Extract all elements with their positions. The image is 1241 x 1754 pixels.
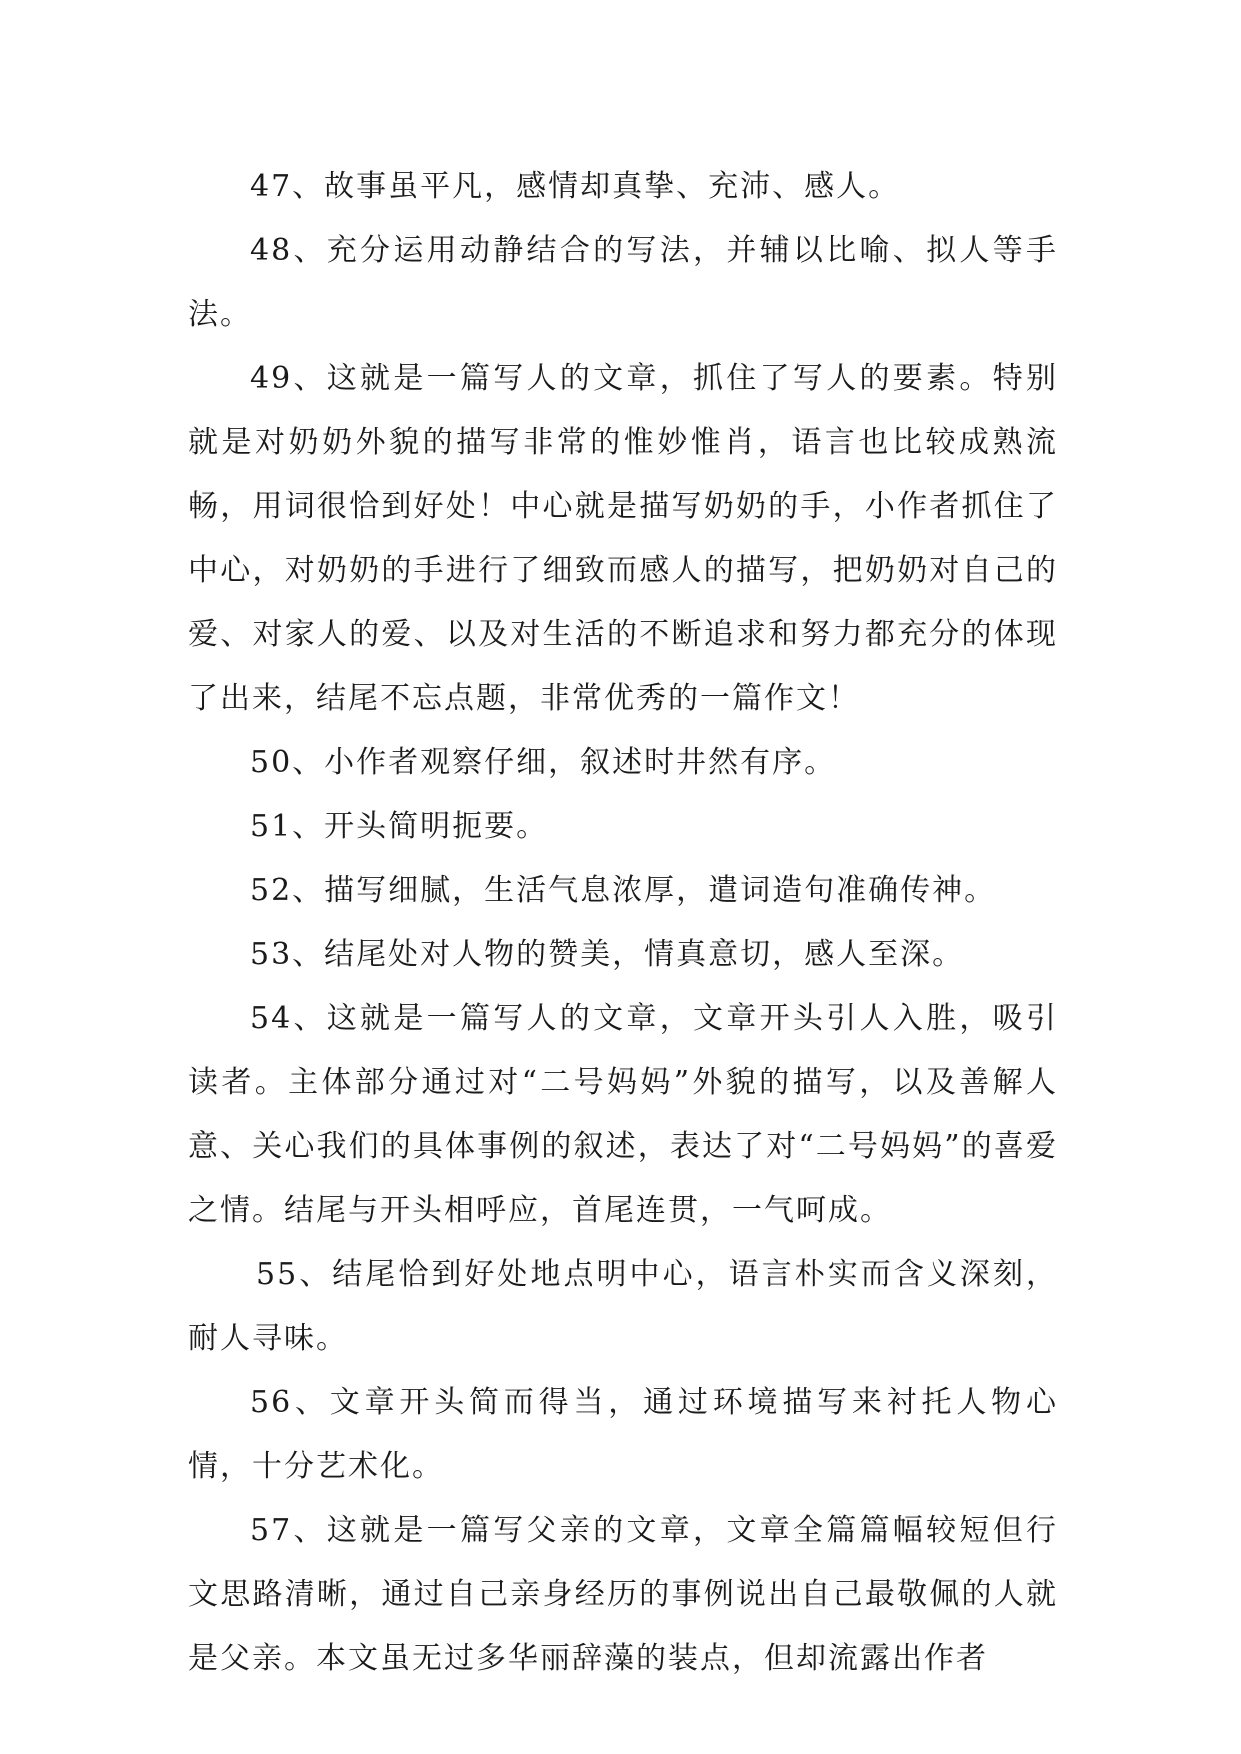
paragraph-49: 49、这就是一篇写人的文章，抓住了写人的要素。特别就是对奶奶外貌的描写非常的惟妙惟肖，语言也比较成熟流畅，用词很恰到好处！中心就是描写奶奶的手，小作者抓住了中心，对奶奶的手进行了细致而感人的描写，把奶奶对自己的爱、对家人的爱、以及对生活的不断追求和努力都充分的体现了出来，结尾不忘点题，非常优秀的一篇作文！ [188, 361, 1058, 716]
document-body [188, 155, 1058, 1691]
paragraph-55: 55、结尾恰到好处地点明中心，语言朴实而含义深刻，耐人寻味。 [188, 1257, 1058, 1356]
paragraph-50: 50、小作者观察仔细，叙述时井然有序。 [250, 745, 837, 780]
paragraph-54: 54、这就是一篇写人的文章，文章开头引人入胜，吸引读者。主体部分通过对“二号妈妈”外貌的描写，以及善解人意、关心我们的具体事例的叙述，表达了对“二号妈妈”的喜爱之情。结尾与开头相呼应，首尾连贯，一气呵成。 [188, 1001, 1058, 1228]
paragraph-53: 53、结尾处对人物的赞美，情真意切，感人至深。 [250, 937, 965, 972]
paragraph-52: 52、描写细腻，生活气息浓厚，遣词造句准确传神。 [250, 873, 997, 908]
paragraph-48: 48、充分运用动静结合的写法，并辅以比喻、拟人等手法。 [188, 233, 1058, 332]
paragraph-47: 47、故事虽平凡，感情却真挚、充沛、感人。 [250, 169, 901, 204]
paragraph-56: 56、文章开头简而得当，通过环境描写来衬托人物心情，十分艺术化。 [188, 1385, 1058, 1484]
paragraph-57: 57、这就是一篇写父亲的文章，文章全篇篇幅较短但行文思路清晰，通过自己亲身经历的事例说出自己最敬佩的人就是父亲。本文虽无过多华丽辞藻的装点，但却流露出作者 [188, 1513, 1058, 1676]
paragraph-51: 51、开头简明扼要。 [250, 809, 549, 844]
